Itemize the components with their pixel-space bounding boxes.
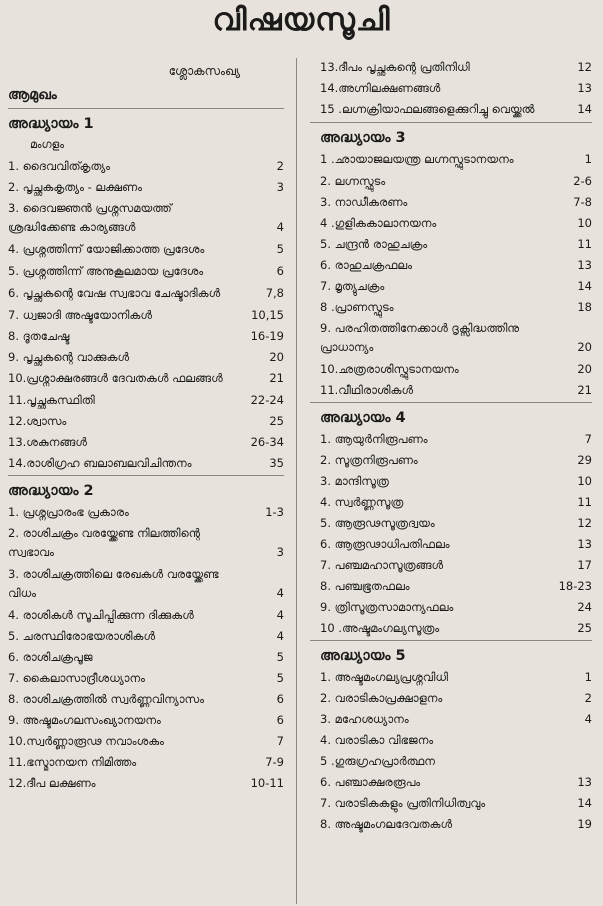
toc-entry-page: 2 [584, 691, 592, 705]
toc-entry [8, 306, 284, 324]
chapter-1-subheading: മംഗളം [30, 138, 64, 151]
toc-entry-text: 5. ആരൂഢസൂത്രദ്വയം [320, 516, 435, 530]
toc-entry [8, 669, 284, 687]
toc-entry-text: 8 .പ്രാണസ്ഫുടം [320, 300, 394, 314]
toc-entry-page: 19 [577, 817, 592, 831]
toc-entry-text: 5. ചരസ്ഥിരോഭയരാശികൾ [8, 629, 156, 643]
toc-entry-text: 6. രാഹുചക്രഫലം [320, 258, 413, 272]
toc-entry-text: 2. സൂത്രനിരൂപണം [320, 453, 418, 467]
toc-entry [310, 619, 592, 637]
toc-entry-page: 21 [269, 371, 284, 385]
toc-entry [310, 598, 592, 616]
toc-entry-page: 14 [577, 279, 592, 293]
chapter-4-heading: അദ്ധ്യായം 4 [320, 410, 406, 426]
toc-entry [310, 514, 592, 532]
toc-entry-text: 15 .ലഗ്നക്രിയാഫലങ്ങളെക്കുറിച്ചു വെയ്ക്കൽ [320, 102, 535, 116]
toc-entry-text: 3. ദൈവജ്ഞൻ പ്രശ്നസമയത്ത് ശ്രദ്ധിക്കേണ്ട കാര്യങ്ങൾ [8, 201, 172, 234]
toc-entry [310, 277, 592, 295]
toc-entry [310, 794, 592, 812]
left-column [8, 58, 284, 795]
toc-entry-page: 4 [276, 220, 284, 234]
toc-entry [8, 240, 284, 259]
toc-entry-text: 3. നാഡീകരണം [320, 195, 408, 209]
chapter-1-heading: അദ്ധ്യായം 1 [8, 116, 94, 132]
toc-entry-text: 9. ത്രിസൂത്രസാമാന്യഫലം [320, 600, 454, 614]
toc-entry-page: 24 [577, 600, 592, 614]
toc-entry-text: 3. രാശിചക്രത്തിലെ രേഖകൾ വരയ്ക്കേണ്ട വിധം [8, 567, 219, 600]
toc-entry [310, 100, 592, 119]
column-divider [296, 58, 297, 904]
toc-entry-text: 3. മഹേശധ്യാനം [320, 712, 409, 726]
toc-entry-text: 2. വരാടികാപ്രക്ഷാളനം [320, 691, 443, 705]
toc-entry [8, 369, 284, 388]
toc-entry-text: 12.ദീപ ലക്ഷണം [8, 776, 96, 790]
toc-entry-text: 7. ധ്വജാദി അഷ്ടയോനികൾ [8, 308, 152, 322]
toc-entry-text: 8. രാശിചക്രത്തിൽ സ്വർണ്ണവിന്യാസം [8, 692, 205, 706]
toc-entry-page: 10 [577, 216, 592, 230]
toc-entry-text: 14.രാശിഗ്രഹ ബലാബലവിചിന്തനം [8, 456, 192, 470]
toc-entry [8, 711, 284, 729]
toc-entry [310, 577, 592, 595]
toc-entry [310, 214, 592, 232]
toc-entry-text: 6. ആരൂഢാധിപതിഫലം [320, 537, 450, 551]
toc-entry [310, 493, 592, 511]
chapter-3-heading: അദ്ധ്യായം 3 [320, 130, 406, 146]
chapter-5-heading: അദ്ധ്യായം 5 [320, 648, 406, 664]
toc-entry [310, 752, 592, 770]
toc-entry-page: 5 [276, 242, 284, 256]
toc-entry-text: 4. സ്വർണ്ണസൂത്ര [320, 495, 404, 509]
toc-entry-page: 10-11 [250, 776, 284, 790]
toc-entry-text: 12.ശ്വാസം [8, 414, 67, 428]
toc-entry [310, 150, 592, 169]
toc-entry-page: 3 [276, 180, 284, 194]
toc-entry [8, 157, 284, 175]
toc-entry [310, 451, 592, 469]
toc-entry-text: 1. ദൈവവിത്കൃത്യം [8, 159, 111, 173]
toc-entry-page: 25 [577, 621, 592, 635]
toc-entry-page: 13 [577, 258, 592, 272]
toc-entry-text: 6. പൃച്ഛകന്റെ വേഷ സ്വഭാവ ചേഷ്ടാദികൾ [8, 286, 221, 300]
toc-entry-text: 7. മൃത്യുചക്രം [320, 279, 385, 293]
toc-entry-page: 4 [276, 629, 284, 643]
toc-entry-page: 13 [577, 81, 592, 95]
toc-entry-text: 13.ശകുനങ്ങൾ [8, 435, 87, 449]
toc-entry-text: 8. അഷ്ടമംഗലദേവതകൾ [320, 817, 453, 831]
toc-entry-text: 13.ദീപം പൃച്ഛകന്റെ പ്രതിനിധി [320, 60, 470, 74]
toc-entry-page: 4 [276, 608, 284, 622]
toc-entry [310, 556, 592, 574]
toc-entry [310, 815, 592, 833]
toc-entry [8, 732, 284, 750]
toc-entry-text: 8. പഞ്ചഭൂതഫലം [320, 579, 410, 593]
toc-entry-page: 5 [276, 671, 284, 685]
toc-entry-text: 14.അഗ്നിലക്ഷണങ്ങൾ [320, 81, 441, 95]
toc-entry-page: 5 [276, 650, 284, 664]
intro-heading: ആമുഖം [8, 87, 57, 103]
toc-entry [310, 172, 592, 190]
toc-entry-text: 9. പരഹിതത്തിനേക്കാൾ ദൃക്സിദ്ധത്തിനു പ്രാധാന്യം [320, 321, 520, 354]
toc-entry-text: 2. ലഗ്നസ്ഫുടം [320, 174, 386, 188]
toc-entry [8, 391, 284, 409]
toc-entry-page: 13 [577, 775, 592, 789]
toc-entry-page: 11 [577, 495, 592, 509]
toc-entry-page: 6 [276, 264, 284, 278]
toc-entry-page: 12 [577, 60, 592, 74]
toc-entry-page: 16-19 [250, 329, 284, 343]
toc-entry-page: 11 [577, 237, 592, 251]
toc-entry [8, 565, 284, 603]
toc-entry-page: 25 [269, 414, 284, 428]
toc-entry [310, 773, 592, 791]
right-column [310, 58, 592, 836]
page-title: വിഷയസൂചി [212, 2, 391, 38]
toc-entry [8, 262, 284, 281]
toc-entry [310, 360, 592, 378]
toc-entry-text: 1 .ഛായാജലയന്ത്ര ലഗ്നസ്ഫുടാനയനം [320, 152, 514, 166]
toc-entry [310, 668, 592, 686]
toc-entry-page: 4 [584, 712, 592, 726]
toc-entry-page: 7 [276, 734, 284, 748]
toc-entry-text: 4. വരാടികാ വിഭജനം [320, 733, 434, 747]
toc-entry-page: 2-6 [573, 174, 592, 188]
toc-entry-text: 6. രാശിചക്രപൂജ [8, 650, 93, 664]
toc-entry-text: 4. രാശികൾ സൂചിപ്പിക്കുന്ന ദിക്കുകൾ [8, 608, 194, 622]
toc-entry [310, 58, 592, 76]
toc-entry-text: 5 .ഗുരുഗ്രഹപ്രാർത്ഥന [320, 754, 435, 768]
toc-entry [310, 472, 592, 490]
toc-entry-text: 10.ഛത്രരാശിസ്ഫുടാനയനം [320, 362, 459, 376]
toc-entry-text: 6. പഞ്ചാക്ഷരരൂപം [320, 775, 421, 789]
toc-entry-page: 1 [584, 670, 592, 684]
toc-entry [310, 79, 592, 97]
toc-entry-text: 7. കൈലാസാദ്രീശധ്യാനം [8, 671, 145, 685]
toc-entry [8, 454, 284, 472]
toc-entry [310, 319, 592, 357]
toc-entry [8, 648, 284, 666]
toc-entry-page: 1-3 [265, 505, 284, 519]
toc-entry-page: 6 [276, 713, 284, 727]
toc-entry-page: 14 [577, 796, 592, 810]
toc-entry-page: 7 [584, 432, 592, 446]
toc-entry [8, 199, 284, 237]
toc-entry-page: 13 [577, 537, 592, 551]
toc-entry-text: 5. ചന്ദ്രൻ രാഹുചക്രം [320, 237, 428, 251]
toc-entry-page: 1 [584, 152, 592, 166]
toc-entry [8, 433, 284, 451]
toc-entry [8, 606, 284, 624]
divider [310, 122, 592, 123]
shloka-count-header: ശ്ലോകസംഖ്യ [168, 64, 240, 78]
toc-entry [8, 774, 284, 792]
toc-entry [310, 193, 592, 211]
toc-entry-text: 2. രാശിചക്രം വരയ്ക്കേണ്ട നിലത്തിന്റെ സ്വഭാവം [8, 526, 201, 559]
toc-entry-page: 35 [269, 456, 284, 470]
toc-entry [8, 524, 284, 562]
toc-entry-text: 4 .ഗുളികകാലാനയനം [320, 216, 437, 230]
toc-entry-text: 10.പ്രശ്നാക്ഷരങ്ങൾ ദേവതകൾ ഫലങ്ങൾ [8, 371, 223, 385]
toc-entry-page: 17 [577, 558, 592, 572]
divider [310, 640, 592, 641]
divider [310, 402, 592, 403]
toc-entry-text: 4. പ്രശ്നത്തിന്ന് യോജിക്കാത്ത പ്രദേശം [8, 242, 205, 256]
toc-entry [8, 284, 284, 303]
toc-entry-page: 21 [577, 383, 592, 397]
toc-entry [310, 535, 592, 553]
toc-entry-text: 9. അഷ്ടമംഗലസംഖ്യാനയനം [8, 713, 161, 727]
toc-entry-text: 11.ഭസ്മാനയന നിമിത്തം [8, 755, 137, 769]
toc-entry-text: 7. പഞ്ചമഹാസൂത്രങ്ങൾ [320, 558, 444, 572]
toc-entry-text: 1. ആയുർനിരൂപണം [320, 432, 428, 446]
toc-entry-page: 22-24 [250, 393, 284, 407]
toc-entry [8, 412, 284, 430]
toc-entry [310, 430, 592, 448]
toc-entry [310, 731, 592, 749]
toc-entry-page: 4 [276, 586, 284, 600]
toc-entry-text: 1. പ്രശ്നപ്രാരംഭ പ്രകാരം [8, 505, 129, 519]
divider [8, 108, 284, 109]
toc-entry-page: 10 [577, 474, 592, 488]
toc-entry-text: 11.പൃച്ഛകസ്ഥിതി [8, 393, 95, 407]
toc-entry [8, 627, 284, 645]
toc-entry-text: 3. മാന്ദിസൂത്ര [320, 474, 389, 488]
toc-entry [8, 348, 284, 366]
toc-entry-page: 18 [577, 300, 592, 314]
toc-entry-text: 7. വരാടികകളും പ്രതിനിധിത്വവും [320, 796, 486, 810]
toc-entry [8, 503, 284, 521]
toc-entry-page: 20 [577, 362, 592, 376]
toc-entry-page: 18-23 [558, 579, 592, 593]
toc-entry [8, 327, 284, 345]
toc-entry [310, 256, 592, 274]
toc-entry [8, 753, 284, 771]
toc-entry-page: 2 [276, 159, 284, 173]
toc-entry-text: 8. ദൂതചേഷ്ട [8, 329, 70, 343]
toc-entry-page: 12 [577, 516, 592, 530]
chapter-2-heading: അദ്ധ്യായം 2 [8, 483, 94, 499]
toc-entry-page: 20 [577, 340, 592, 354]
toc-entry-page: 14 [577, 102, 592, 116]
toc-entry [310, 381, 592, 399]
divider [8, 475, 284, 476]
toc-entry-text: 9. പൃച്ഛകന്റെ വാക്കുകൾ [8, 350, 130, 364]
toc-entry-page: 10,15 [251, 308, 284, 322]
toc-entry-page: 20 [269, 350, 284, 364]
toc-entry [310, 235, 592, 253]
toc-entry [310, 689, 592, 707]
toc-entry-page: 6 [276, 692, 284, 706]
toc-entry-page: 26-34 [250, 435, 284, 449]
toc-entry [8, 178, 284, 196]
toc-entry-page: 3 [276, 545, 284, 559]
toc-entry [310, 710, 592, 728]
toc-entry-text: 11.വീഥിരാശികൾ [320, 383, 414, 397]
toc-entry [8, 690, 284, 708]
toc-entry-page: 29 [577, 453, 592, 467]
toc-entry-text: 2. പൃച്ഛകകൃത്യം - ലക്ഷണം [8, 180, 143, 194]
toc-entry-page: 7-9 [265, 755, 284, 769]
toc-entry-page: 7-8 [573, 195, 592, 209]
toc-entry [310, 298, 592, 316]
toc-entry-text: 5. പ്രശ്നത്തിന്ന് അനുകൂലമായ പ്രദേശം [8, 264, 204, 278]
toc-entry-text: 10.സ്വർണ്ണാരൂഢ നവാംശകം [8, 734, 164, 748]
toc-entry-page: 7,8 [265, 286, 284, 300]
toc-entry-text: 1. അഷ്ടമംഗല്യപ്രശ്നവിധി [320, 670, 449, 684]
toc-entry-text: 10 .അഷ്ടമംഗല്യസൂത്രം [320, 621, 440, 635]
